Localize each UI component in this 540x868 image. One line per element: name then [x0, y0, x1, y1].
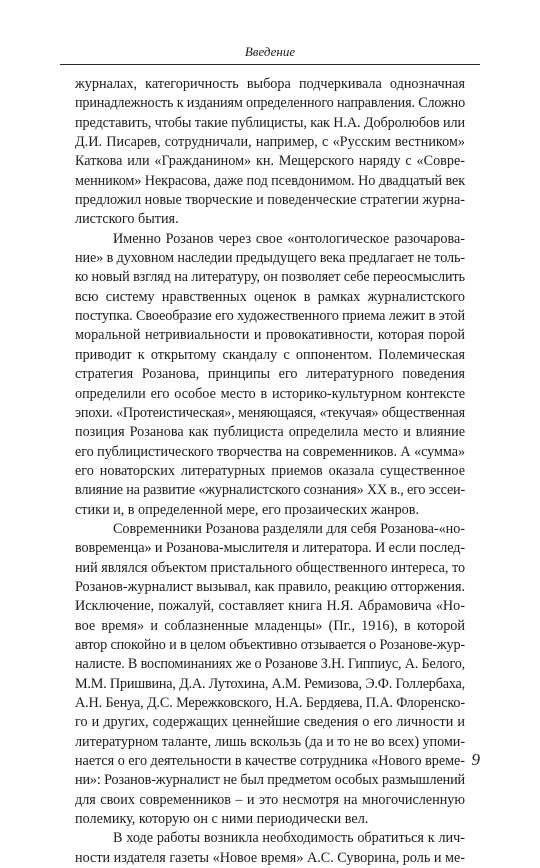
header-rule [60, 64, 480, 65]
text-line: налисте. В воспоминаниях же о Розанове З.Н. Гиппиус, А. Белого, [75, 656, 465, 673]
text-line: определили его особое место в историко-культурном контексте [75, 385, 465, 402]
paragraph [75, 75, 465, 230]
text-line: вовременца» и Розанова-мыслителя и литератора. И если послед- [75, 540, 465, 557]
text-line: вое время» и соблазненные младенцы» (Пг., 1916), в которой [75, 617, 465, 634]
paragraph [75, 230, 465, 520]
text-line: литературном таланте, лишь вскользь (да и то не во всех) упоми- [75, 733, 466, 750]
text-line: Именно Розанов через свое «онтологическое разочарова- [113, 230, 465, 247]
text-line: представить, чтобы такие публицисты, как Н.А. Добролюбов или [75, 114, 466, 131]
text-line: для своих современников – и это несмотря на многочисленную [75, 791, 465, 808]
text-line: эпохи. «Протеистическая», меняющаяся, «текучая» общественная [75, 404, 465, 421]
text-line: В ходе работы возникла необходимость обратиться к лич- [113, 830, 465, 847]
page-number: 9 [471, 750, 480, 769]
text-line: ко новый взгляд на литературу, он позволяет себе переосмыслить [75, 269, 465, 286]
running-title: Введение [244, 44, 296, 59]
text-line: его публицистического творчества на современников. А «сумма» [75, 443, 466, 460]
text-line: поступка. Своеобразие его художественного приема лежит в этой [75, 308, 465, 325]
text-line: го и других, содержащих ценнейшие сведения о его личности и [75, 714, 465, 731]
text-line: А.Н. Бенуа, Д.С. Мережковского, Н.А. Бердяева, П.А. Флоренско- [75, 695, 465, 711]
text-line: Д.И. Писарев, сотрудничали, например, с «Русским вестником» [75, 134, 465, 151]
text-line: ности издателя газеты «Новое время» А.С. Суворина, роль и ме- [75, 849, 466, 866]
paragraph [75, 829, 465, 868]
text-line: ние» в духовном наследии предыдущего века предлагает не толь- [75, 250, 465, 267]
text-line: Современники Розанова разделяли для себя Розанова-«но- [113, 520, 465, 537]
text-line: влияние на развитие «журналистского сознания» XX в., его эссеи- [75, 482, 465, 499]
text-line: моральной нетривиальности и провокативности, которая порой [75, 327, 465, 344]
text-line: его новаторских литературных приемов оказала существенное [75, 462, 465, 479]
text-line: нается о его деятельности в качестве сотрудника «Нового време- [75, 753, 465, 770]
text-line: автор спокойно и в целом объективно отзывается о Розанове-жур- [75, 636, 465, 653]
text-line: стики и, в определенной мере, его прозаических жанров. [75, 501, 420, 518]
text-line: позиция Розанова как публициста определила место и влияние [75, 424, 465, 441]
text-line: стратегия Розанова, принципы его литературного поведения [75, 366, 465, 383]
paragraph [75, 520, 465, 830]
text-line: предложил новые творческие и поведенческие стратегии журна- [75, 192, 465, 209]
text-line: полемику, которую он с ними периодически вел. [75, 811, 369, 828]
text-line: всю систему нравственных оценок в рамках журналистского [75, 288, 465, 305]
text-line: менником» Некрасова, даже под псевдонимом. Но двадцатый век [75, 172, 466, 189]
text-line: журналах, категоричность выбора подчеркивала однозначная [75, 76, 465, 92]
text-line: листского бытия. [75, 211, 179, 228]
text-line: Розанов-журналист вызывал, как правило, реакцию отторжения. [75, 578, 466, 595]
text-line: М.М. Пришвина, Д.А. Лутохина, А.М. Ремизова, Э.Ф. Голлербаха, [75, 675, 466, 692]
body-text [75, 75, 465, 868]
text-line: принадлежность к изданиям определенного направления. Сложно [75, 95, 466, 112]
text-line: ний являлся объектом пристального общественного интереса, то [75, 559, 466, 576]
text-line: приводит к открытому скандалу с оппонентом. Полемическая [75, 346, 465, 363]
text-line: ни»: Розанов-журналист не был предметом особых размышлений [75, 772, 466, 789]
text-line: Исключение, пожалуй, составляет книга Н.Я. Абрамовича «Но- [75, 598, 465, 615]
text-line: Каткова или «Гражданином» кн. Мещерского наряду с «Совре- [75, 153, 465, 170]
